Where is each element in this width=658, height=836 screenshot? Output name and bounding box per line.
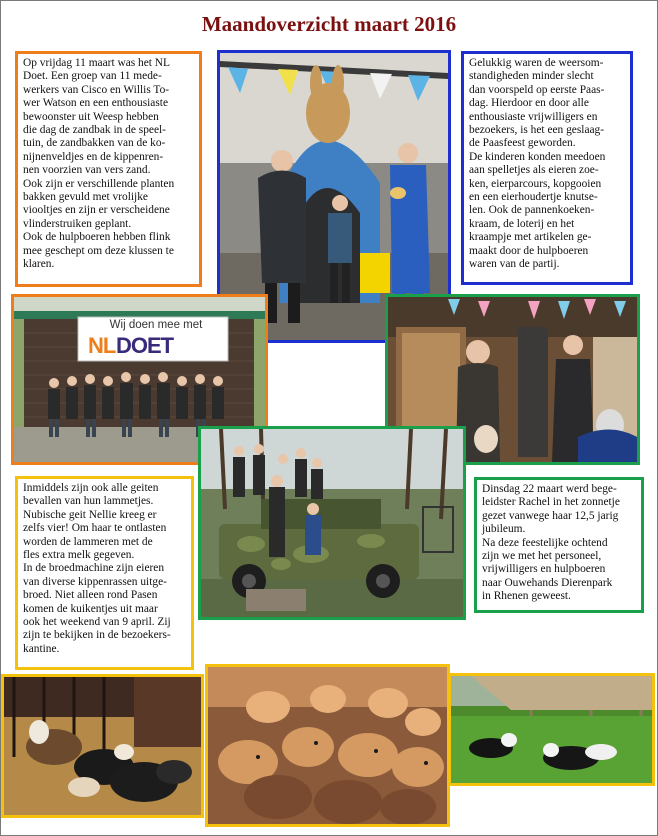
banner-nl: NL xyxy=(88,333,116,358)
article-nldoet: Op vrijdag 11 maart was het NL Doet. Een groep van 11 mede- werkers van Cisco en Willis To- wer Watson en een enthousiaste bewoonster uit Weesp hebben die dag de zandbak in de speel- tuin, de zandbakken van de ko- nijnenveldjes en de kippenren- nen voorzien van vers zand. Ook zijn er verschillende planten bakken gevuld met vrolijke viooltjes en zijn er verscheidene vlinderstruiken geplant. Ook de hulpboeren hebben flink mee geschept om deze klussen te klaren. xyxy=(15,51,202,287)
photo-jeep-group xyxy=(198,426,466,620)
page-title: Maandoverzicht maart 2016 xyxy=(201,12,457,36)
banner-line1: Wij doen mee met xyxy=(109,319,203,331)
article-jubileum: Dinsdag 22 maart werd bege- leidster Rachel in het zonnetje gezet vanwege haar 12,5 jarig jubileum. Na deze feestelijke ochtend zijn we met het personeel, vrijwilligers en hulpboeren naar Ouwehands Dierenpark in Rhenen geweest. xyxy=(474,477,644,613)
photo-goat-lambs xyxy=(1,674,204,818)
photo-chicks xyxy=(205,664,450,827)
article-geiten: Inmiddels zijn ook alle geiten bevallen van hun lammetjes. Nubische geit Nellie kreeg er zelfs vier! Om haar te ontlasten worden de lammeren met de fles extra melk gegeven. In de broedmachine zijn eieren van diverse kippenrassen uitge- broed. Niet alleen rond Pasen komen de kuikentjes uit maar ook het weekend van 9 april. Zij zijn te bekijken in de bezoekers- kantine. xyxy=(15,476,194,670)
photo-lambs-grass xyxy=(448,673,655,786)
article-pasen: Gelukkig waren de weersom- standigheden minder slecht dan voorspeld op eerste Paas- dag. Hierdoor en door alle enthousiaste vrijwilligers en bezoekers, is het een geslaag- de Paasfeest geworden. De kinderen konden meedoen aan spelletjes als eieren zoe- ken, eierparcours, kopgooien en een eierhoudertje knutse- len. Ook de pannenkoeken- kraam, de loterij en het kraampje met artikelen ge- maakt door de hulpboeren waren van de partij. xyxy=(461,51,633,285)
banner-doet: DOET xyxy=(116,333,174,358)
